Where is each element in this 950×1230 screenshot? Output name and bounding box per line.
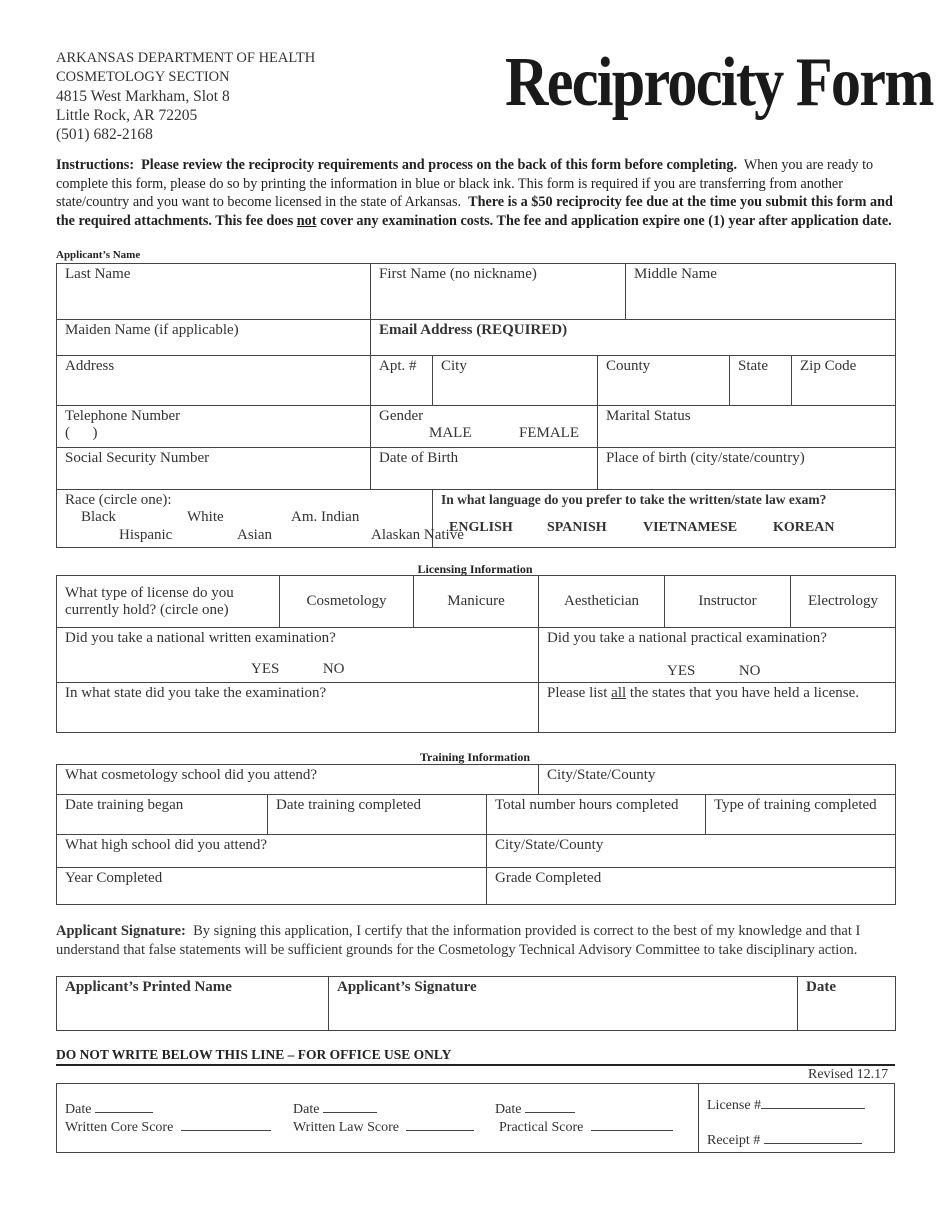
- city-field[interactable]: [433, 356, 598, 406]
- race-asian-option[interactable]: Asian: [237, 527, 272, 543]
- agency-line-5: (501) 682-2168: [56, 126, 153, 143]
- county-label: County: [606, 358, 651, 374]
- written-law-date-label: Date: [293, 1102, 320, 1117]
- written-law-label: Written Law Score: [293, 1120, 399, 1135]
- year-completed-label: Year Completed: [65, 870, 163, 886]
- gender-field[interactable]: [371, 406, 598, 448]
- exam-state-field[interactable]: [57, 683, 539, 733]
- signature-date-label: Date: [806, 979, 836, 995]
- apt-label: Apt. #: [379, 358, 417, 374]
- receipt-number-block: [707, 1131, 862, 1149]
- license-type-label: What type of license do you currently hold? (circle one): [65, 584, 234, 618]
- gender-female-option[interactable]: FEMALE: [519, 425, 579, 441]
- applicant-section-label: Applicant’s Name: [56, 249, 141, 261]
- exam-state-question: In what state did you take the examination?: [65, 685, 327, 701]
- telephone-area-code: ( ): [65, 425, 98, 441]
- training-type-label: Type of training completed: [714, 797, 877, 813]
- marital-status-field[interactable]: [598, 406, 896, 448]
- grade-completed-label: Grade Completed: [495, 870, 602, 886]
- cosmetology-school-field[interactable]: [57, 765, 539, 795]
- race-white-option[interactable]: White: [187, 509, 224, 525]
- gender-label: Gender: [379, 408, 424, 424]
- zip-field[interactable]: [792, 356, 896, 406]
- signature-text: By signing this application, I certify that the information provided is correct to the best of my knowledge and that I understand that false statements will be sufficient grounds for the Cosmetology Technical Advisory Committee to take disciplinary action.: [56, 923, 861, 958]
- instructions-bold-3: cover any examination costs. The fee and application expire one (1) year after application date.: [320, 212, 892, 229]
- written-core-date-line[interactable]: [95, 1100, 153, 1113]
- county-field[interactable]: [598, 356, 730, 406]
- written-core-block: [65, 1100, 271, 1136]
- apt-field[interactable]: [371, 356, 433, 406]
- race-field[interactable]: [57, 490, 464, 548]
- zip-label: Zip Code: [800, 358, 857, 374]
- practical-label: Practical Score: [499, 1120, 584, 1135]
- race-alaskan-option[interactable]: Alaskan Native: [371, 527, 464, 543]
- email-label: Email Address (REQUIRED): [379, 322, 568, 338]
- license-option-instructor[interactable]: Instructor: [665, 576, 791, 628]
- revised-date: Revised 12.17: [808, 1067, 889, 1082]
- practical-date-line[interactable]: [525, 1100, 575, 1113]
- first-name-label: First Name (no nickname): [379, 266, 537, 282]
- licensed-states-all: all: [611, 685, 627, 701]
- race-label: Race (circle one):: [65, 492, 172, 508]
- office-box-divider: [698, 1084, 699, 1152]
- license-number-line[interactable]: [761, 1096, 865, 1109]
- licensing-table: [56, 575, 896, 733]
- training-section-label: Training Information: [419, 750, 531, 764]
- written-law-block: [293, 1100, 474, 1136]
- licensed-states-pre: Please list: [547, 685, 608, 701]
- office-use-notice: DO NOT WRITE BELOW THIS LINE – FOR OFFICE USE ONLY: [56, 1047, 452, 1062]
- city-label: City: [441, 358, 467, 374]
- office-divider: [56, 1064, 895, 1066]
- printed-name-label: Applicant’s Printed Name: [65, 979, 232, 995]
- practical-exam-no[interactable]: NO: [738, 663, 761, 679]
- license-number-label: License #: [707, 1098, 762, 1113]
- lang-vietnamese-option[interactable]: VIETNAMESE: [643, 520, 738, 535]
- grade-completed-field[interactable]: [487, 868, 896, 905]
- training-began-field[interactable]: [57, 795, 268, 835]
- license-type-question: [57, 576, 280, 628]
- license-option-aesthetician[interactable]: Aesthetician: [539, 576, 665, 628]
- licensed-states-post: the states that you have held a license.: [629, 685, 860, 701]
- license-option-cosmetology[interactable]: Cosmetology: [280, 576, 414, 628]
- instructions-bold-2: There is a $50 reciprocity fee due at the time you submit this form and the required attachments. This fee does: [56, 194, 893, 229]
- high-school-location-field[interactable]: [487, 835, 896, 868]
- training-completed-label: Date training completed: [276, 797, 421, 813]
- lang-english-option[interactable]: ENGLISH: [449, 520, 513, 535]
- training-table: [56, 764, 896, 905]
- instructions-not: not: [296, 212, 317, 229]
- middle-name-field[interactable]: [626, 264, 896, 320]
- ssn-label: Social Security Number: [65, 450, 210, 466]
- form-title: Reciprocity Form: [505, 44, 933, 121]
- school-location-field[interactable]: [539, 765, 896, 795]
- lang-spanish-option[interactable]: SPANISH: [547, 520, 607, 535]
- race-black-option[interactable]: Black: [81, 509, 116, 525]
- written-law-date-line[interactable]: [323, 1100, 377, 1113]
- written-core-score-line[interactable]: [181, 1118, 271, 1131]
- license-option-electrology[interactable]: Electrology: [791, 576, 896, 628]
- telephone-field[interactable]: [57, 406, 371, 448]
- race-hispanic-option[interactable]: Hispanic: [119, 527, 173, 543]
- pob-label: Place of birth (city/state/country): [606, 450, 805, 466]
- signature-label: Applicant Signature:: [56, 923, 186, 939]
- signature-field-label: Applicant’s Signature: [337, 979, 477, 995]
- hours-completed-label: Total number hours completed: [495, 797, 679, 813]
- high-school-question: What high school did you attend?: [65, 837, 268, 853]
- signature-statement: [56, 922, 894, 960]
- agency-line-3: 4815 West Markham, Slot 8: [56, 88, 230, 105]
- state-label: State: [738, 358, 768, 374]
- receipt-number-label: Receipt #: [707, 1133, 761, 1148]
- signature-date-field[interactable]: [798, 977, 896, 1031]
- maiden-name-label: Maiden Name (if applicable): [65, 322, 239, 338]
- written-exam-question: Did you take a national written examination?: [65, 630, 336, 646]
- last-name-field[interactable]: [57, 264, 371, 320]
- pob-field[interactable]: [598, 448, 896, 490]
- language-question: In what language do you prefer to take the written/state law exam?: [441, 492, 827, 507]
- hours-completed-field[interactable]: [487, 795, 706, 835]
- high-school-location-label: City/State/County: [495, 837, 604, 853]
- state-field[interactable]: [730, 356, 792, 406]
- written-exam-field[interactable]: [57, 628, 539, 683]
- training-type-field[interactable]: [706, 795, 896, 835]
- instructions-bold-1: Please review the reciprocity requirements and process on the back of this form before completing.: [141, 157, 738, 173]
- practical-score-line[interactable]: [591, 1118, 673, 1131]
- training-began-label: Date training began: [65, 797, 184, 813]
- high-school-field[interactable]: [57, 835, 487, 868]
- telephone-label: Telephone Number: [65, 408, 181, 424]
- applicant-table: [56, 263, 896, 548]
- written-exam-no[interactable]: NO: [322, 661, 345, 677]
- school-location-label: City/State/County: [547, 767, 656, 783]
- dob-label: Date of Birth: [379, 450, 459, 466]
- middle-name-label: Middle Name: [634, 266, 717, 282]
- dob-field[interactable]: [371, 448, 598, 490]
- last-name-label: Last Name: [65, 266, 131, 282]
- agency-header: [56, 49, 315, 144]
- instructions: [56, 156, 894, 230]
- receipt-number-line[interactable]: [764, 1131, 862, 1144]
- gender-male-option[interactable]: MALE: [429, 425, 472, 441]
- practical-exam-question: Did you take a national practical examination?: [547, 630, 827, 646]
- first-name-field[interactable]: [371, 264, 626, 320]
- written-core-date-label: Date: [65, 1102, 92, 1117]
- lang-korean-option[interactable]: KOREAN: [773, 520, 835, 535]
- practical-exam-field[interactable]: [539, 628, 896, 683]
- email-field[interactable]: [371, 320, 896, 356]
- agency-line-4: Little Rock, AR 72205: [56, 107, 198, 124]
- address-label: Address: [65, 358, 115, 374]
- practical-block: [495, 1100, 673, 1136]
- printed-name-field[interactable]: [57, 977, 329, 1031]
- signature-table: [56, 976, 896, 1031]
- maiden-name-field[interactable]: [57, 320, 371, 356]
- ssn-field[interactable]: [57, 448, 371, 490]
- instructions-label: Instructions:: [56, 157, 135, 173]
- written-core-label: Written Core Score: [65, 1120, 174, 1135]
- licensed-states-field[interactable]: [539, 683, 896, 733]
- office-use-box: [56, 1083, 895, 1153]
- license-number-block: [707, 1096, 865, 1114]
- practical-date-label: Date: [495, 1102, 522, 1117]
- agency-line-2: COSMETOLOGY SECTION: [56, 69, 230, 85]
- written-law-score-line[interactable]: [406, 1118, 474, 1131]
- agency-line-1: ARKANSAS DEPARTMENT OF HEALTH: [56, 50, 316, 66]
- signature-field[interactable]: [329, 977, 798, 1031]
- practical-exam-yes[interactable]: YES: [667, 663, 696, 679]
- training-completed-field[interactable]: [268, 795, 487, 835]
- race-amindian-option[interactable]: Am. Indian: [291, 509, 360, 525]
- cosmetology-school-question: What cosmetology school did you attend?: [65, 767, 318, 783]
- year-completed-field[interactable]: [57, 868, 487, 905]
- address-field[interactable]: [57, 356, 371, 406]
- license-option-manicure[interactable]: Manicure: [414, 576, 539, 628]
- language-field[interactable]: [433, 490, 896, 548]
- instructions-text-1: When you are ready to complete this form, please do so by printing the information in blue or black ink. This form is required if you are transferring from another state/country and you want to become licensed in the state of Arkansas.: [56, 157, 874, 210]
- licensing-section-label: Licensing Information: [417, 562, 533, 576]
- written-exam-yes[interactable]: YES: [251, 661, 280, 677]
- marital-status-label: Marital Status: [606, 408, 691, 424]
